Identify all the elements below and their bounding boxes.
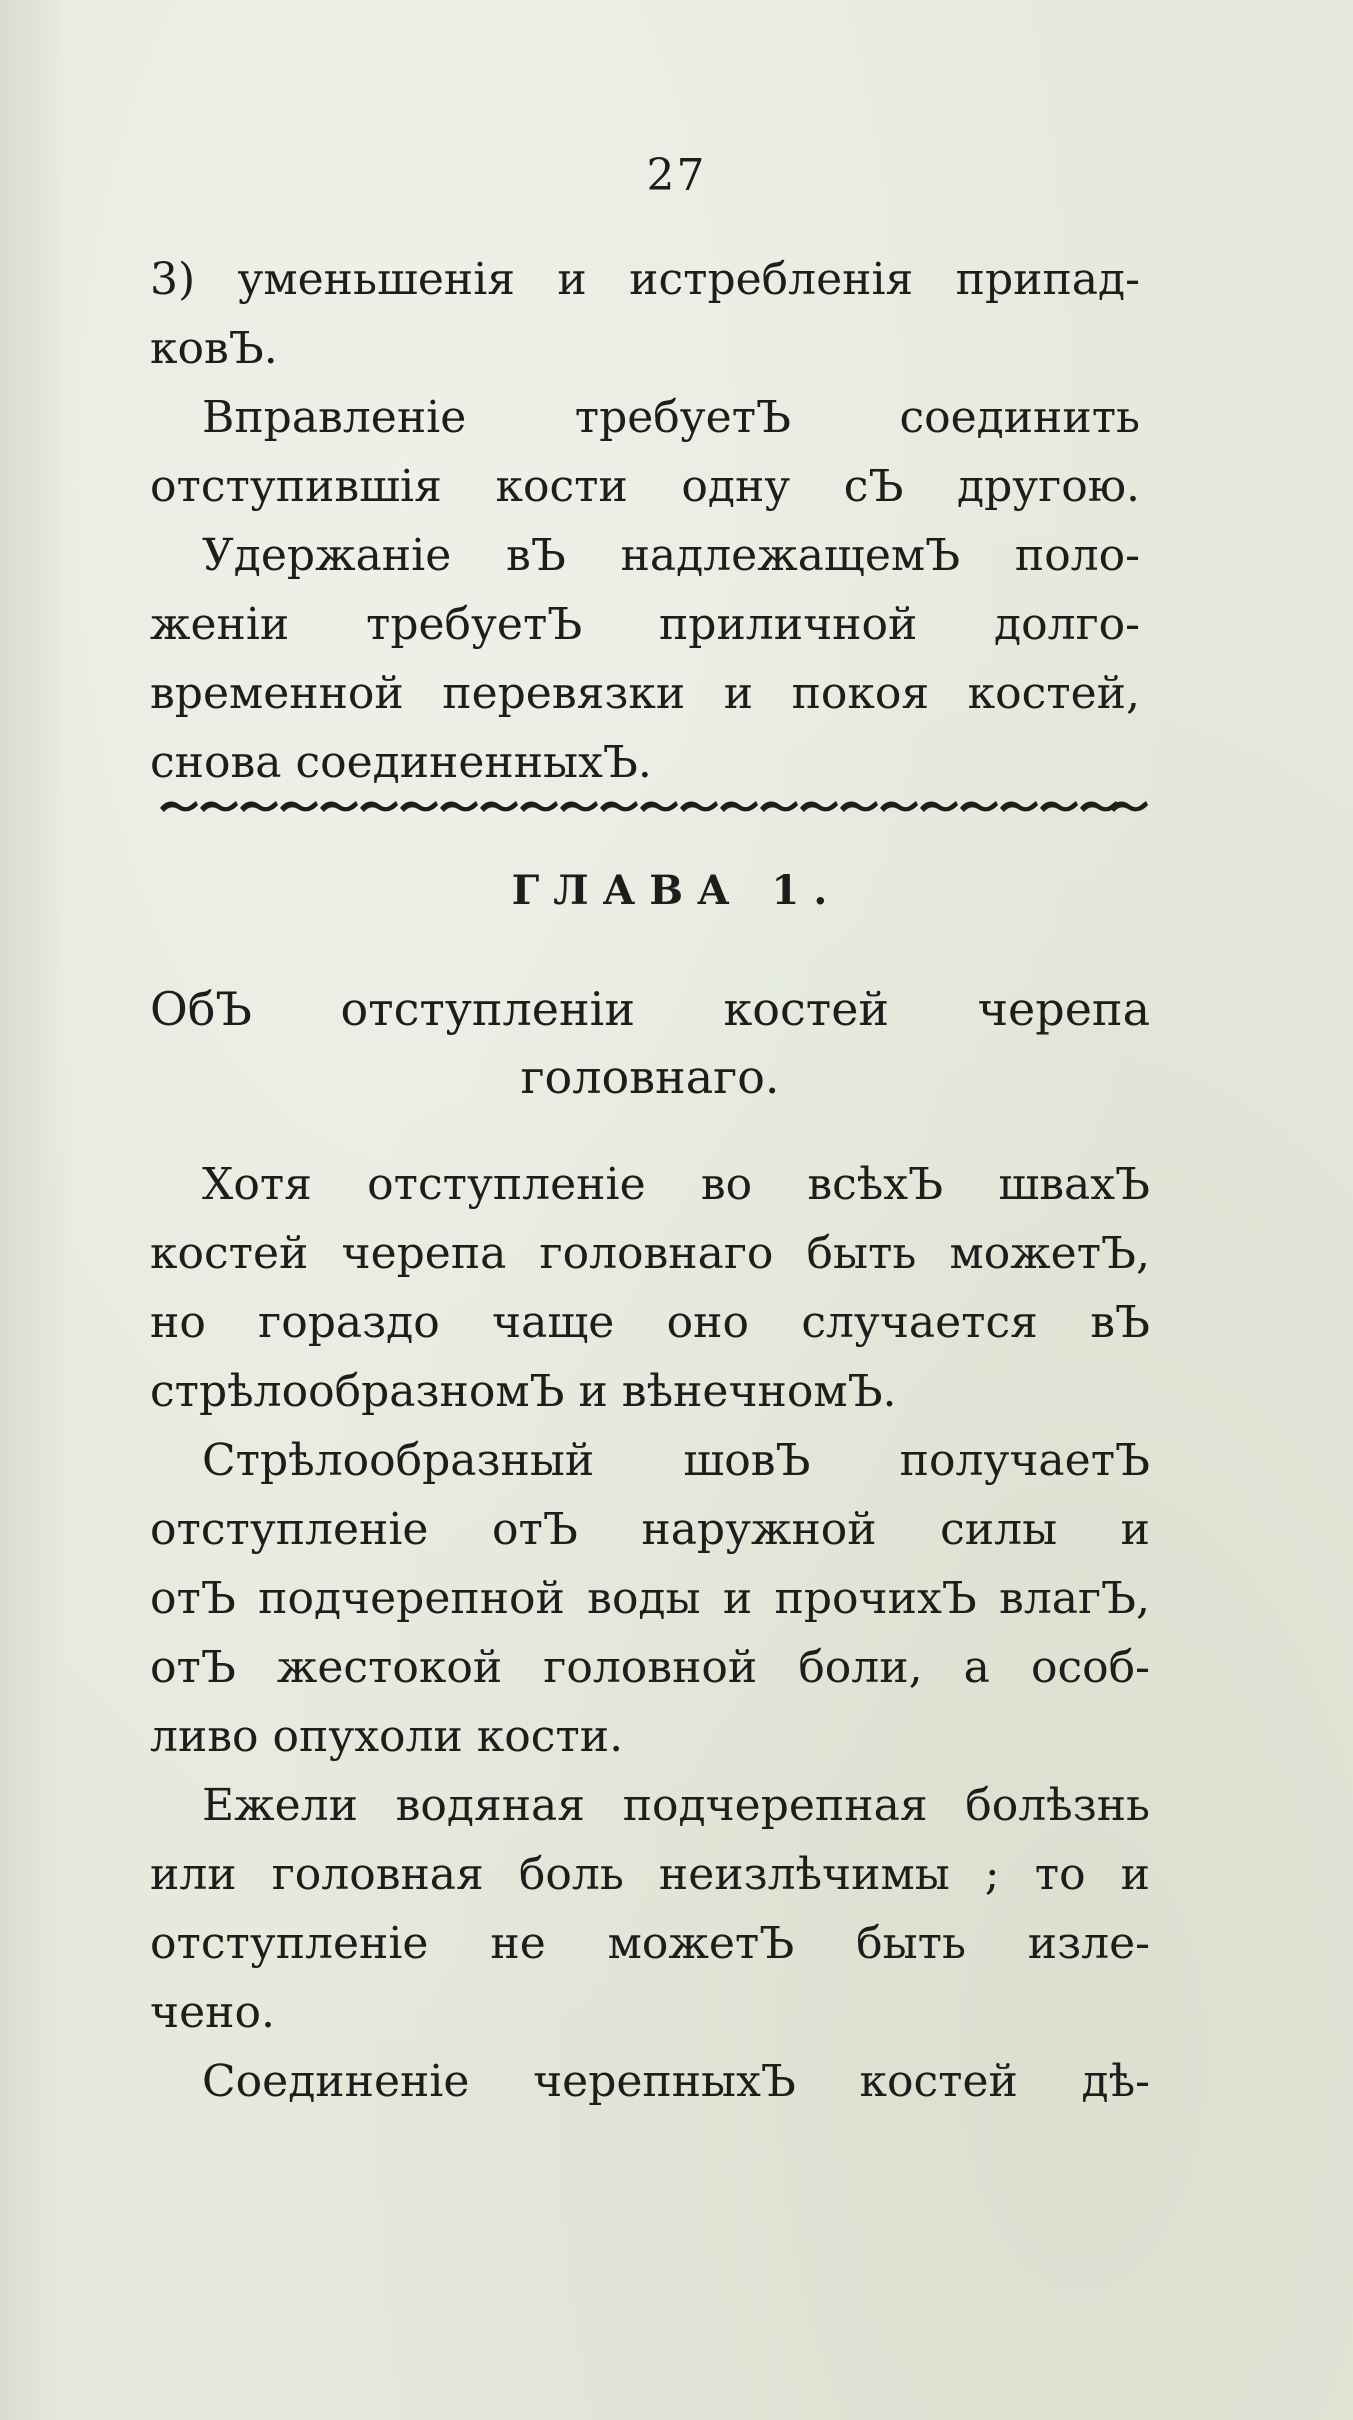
text-line: 3) уменьшенія и истребленія припад-: [150, 254, 1140, 305]
text-line: временной перевязки и покоя костей,: [150, 668, 1140, 719]
text-line: Соединеніе черепныхЪ костей дѣ-: [202, 2056, 1150, 2107]
text-line: Ежели водяная подчерепная болѣзнь: [202, 1780, 1150, 1831]
text-line: женіи требуетЪ приличной долго-: [150, 599, 1140, 650]
text-line: стрѣлообразномЪ и вѣнечномЪ.: [150, 1366, 897, 1417]
text-line: снова соединенныхЪ.: [150, 737, 652, 788]
text-line: отступленіе не можетЪ быть изле-: [150, 1918, 1150, 1969]
ornament-row: [200, 801, 1148, 812]
text-line: отступившія кости одну сЪ другою.: [150, 461, 1140, 512]
chapter-label: ГЛАВА 1.: [511, 867, 842, 914]
text-line: чено.: [150, 1987, 275, 2038]
chapter-title: [150, 975, 1150, 1111]
page-gutter: [0, 0, 70, 2420]
text-line: но гораздо чаще оно случается вЪ: [150, 1297, 1150, 1348]
chapter-title-line: ОбЪ отступленіи костей черепа: [150, 982, 1150, 1036]
text-line: отступленіе отЪ наружной силы и: [150, 1504, 1150, 1555]
page-number: 27: [646, 150, 707, 201]
chapter-body: [150, 1150, 1150, 2116]
text-line: ковЪ.: [150, 323, 278, 374]
text-line: или головная боль неизлѣчимы ; то и: [150, 1849, 1150, 1900]
text-line: ливо опухоли кости.: [150, 1711, 624, 1762]
chapter-title-line: головнаго.: [520, 1050, 780, 1104]
intro-paragraphs: [150, 245, 1140, 797]
text-line: Вправленіе требуетЪ соединить: [202, 392, 1140, 443]
text-line: костей черепа головнаго быть можетЪ,: [150, 1228, 1150, 1279]
text-line: Удержаніе вЪ надлежащемЪ поло-: [202, 530, 1140, 581]
text-line: Хотя отступленіе во всѣхЪ швахЪ: [202, 1159, 1150, 1210]
text-line: отЪ подчерепной воды и прочихЪ влагЪ,: [150, 1573, 1150, 1624]
text-line: Стрѣлообразный шовЪ получаетЪ: [202, 1435, 1150, 1486]
ornament-divider: [160, 792, 1150, 818]
text-line: отЪ жестокой головной боли, а особ-: [150, 1642, 1150, 1693]
